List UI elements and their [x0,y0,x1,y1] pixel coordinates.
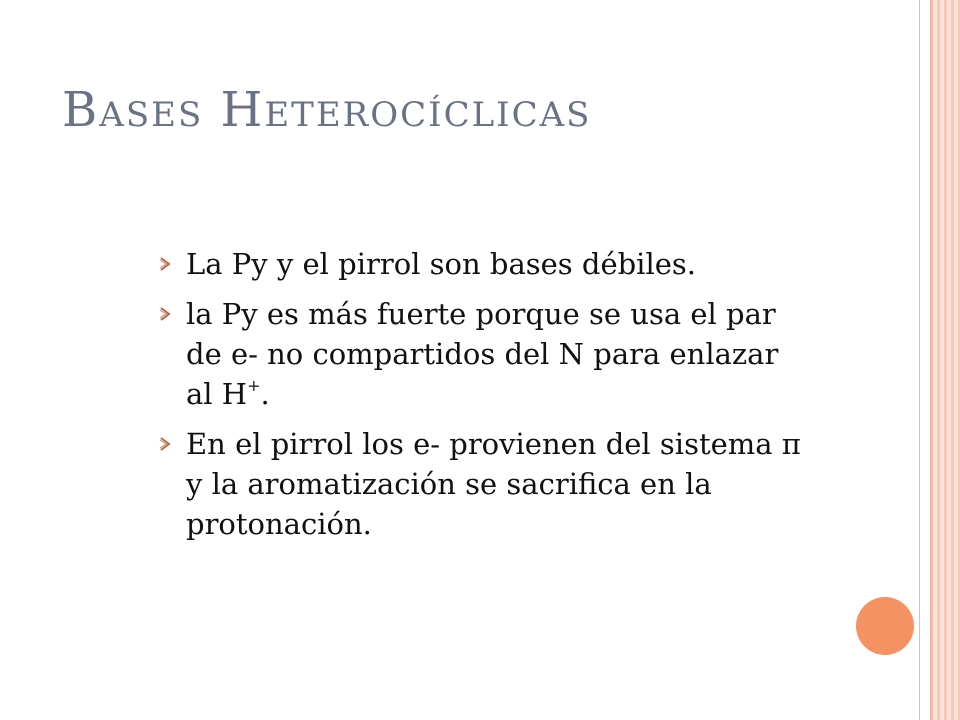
bullet-text: La Py y el pirrol son bases débiles. [186,247,696,281]
bullet-text: En el pirrol los e- provienen del sistema π y la aromatización se sacrifica en la protonación. [186,427,801,541]
decorative-side-band [930,0,960,720]
arrow-bullet-icon [158,307,172,321]
bullet-item [158,424,808,544]
bullet-item [158,244,808,284]
superscript-plus: + [247,376,261,396]
slide-title: Bases Heterocíclicas [62,82,592,138]
bullet-item [158,294,808,414]
accent-circle [856,597,914,655]
arrow-bullet-icon [158,257,172,271]
bullet-list [158,244,808,554]
bullet-suffix: . [260,377,270,411]
bullet-text: la Py es más fuerte porque se usa el par de e- no compartidos del N para enlazar al H [186,297,779,411]
arrow-bullet-icon [158,437,172,451]
